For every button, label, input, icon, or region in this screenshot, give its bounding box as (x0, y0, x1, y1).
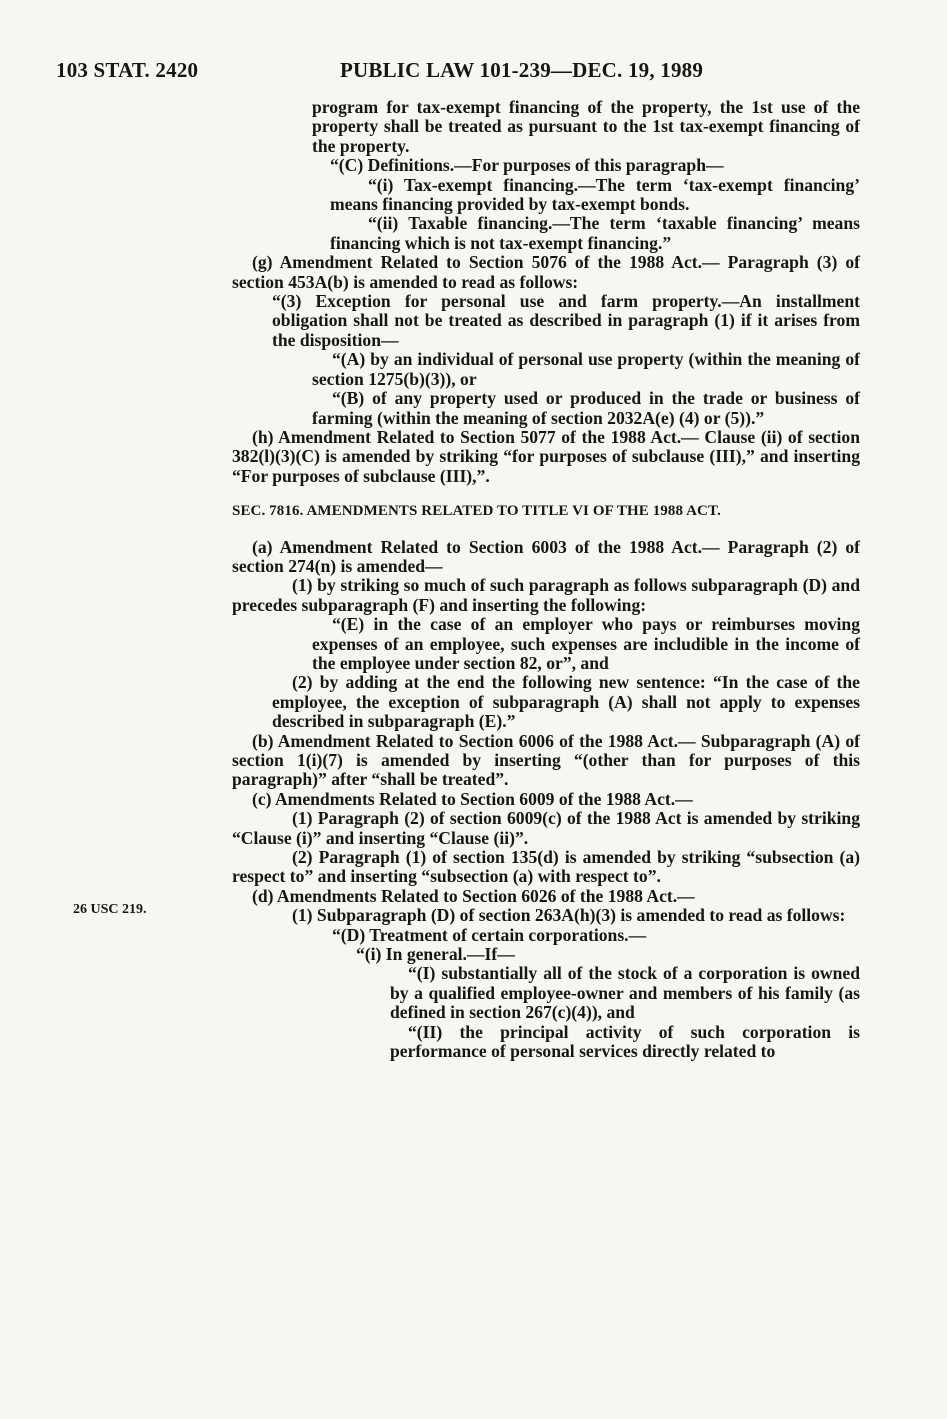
paragraph: “(i) In general.—If— (356, 944, 515, 965)
paragraph: “(A) by an individual of personal use property (within the meaning of section 1275(b)(3)), or (312, 349, 860, 389)
margin-citation: 26 USC 219. (73, 902, 147, 917)
paragraph: “(II) the principal activity of such corporation is performance of personal services directly related to (390, 1021, 860, 1062)
paragraph: (h) Amendment Related to Section 5077 of the 1988 Act.— Clause (ii) of section 382(l)(3)(C) is amended by striking “for purposes of subclause (III),” and inserting “For purposes of subclause (III),”. (232, 426, 860, 486)
paragraph: (c) Amendments Related to Section 6009 of the 1988 Act.— (252, 788, 693, 809)
paragraph: (g) Amendment Related to Section 5076 of the 1988 Act.— Paragraph (3) of section 453A(b) is amended to read as follows: (232, 252, 860, 292)
paragraph: “(B) of any property used or produced in the trade or business of farming (within the meaning of section 2032A(e) (4) or (5)).” (312, 388, 860, 428)
body-text (232, 98, 860, 1062)
paragraph: “(E) in the case of an employer who pays or reimburses moving expenses of an employee, such expenses are includible in the income of the employee under section 82, or”, and (312, 614, 860, 673)
paragraph: “(D) Treatment of certain corporations.— (332, 924, 647, 945)
paragraph: “(3) Exception for personal use and farm property.—An installment obligation shall not be treated as described in paragraph (1) if it arises from the disposition— (272, 291, 860, 350)
paragraph: (2) Paragraph (1) of section 135(d) is amended by striking “subsection (a) respect to” and inserting “subsection (a) with respect to”. (232, 847, 860, 887)
paragraph: (a) Amendment Related to Section 6003 of the 1988 Act.— Paragraph (2) of section 274(n) is amended— (232, 536, 860, 576)
law-title: PUBLIC LAW 101-239—DEC. 19, 1989 (340, 58, 704, 82)
paragraph: program for tax-exempt financing of the property, the 1st use of the property shall be treated as pursuant to the 1st tax-exempt financing of the property. (312, 97, 860, 156)
paragraph: (d) Amendments Related to Section 6026 of the 1988 Act.— (252, 885, 695, 906)
paragraph: (b) Amendment Related to Section 6006 of the 1988 Act.— Subparagraph (A) of section 1(i)(7) is amended by inserting “(other than for purposes of this paragraph)” after “shall be treated”. (232, 730, 860, 790)
paragraph: (1) by striking so much of such paragraph as follows subparagraph (D) and precedes subparagraph (F) and inserting the following: (232, 575, 860, 615)
paragraph: “(i) Tax-exempt financing.—The term ‘tax-exempt financing’ means financing provided by tax-exempt bonds. (330, 174, 860, 215)
paragraph: (1) Subparagraph (D) of section 263A(h)(3) is amended to read as follows: (292, 905, 846, 926)
paragraph: (1) Paragraph (2) of section 6009(c) of the 1988 Act is amended by striking “Clause (i)” and inserting “Clause (ii)”. (232, 808, 860, 848)
section-heading: SEC. 7816. AMENDMENTS RELATED TO TITLE VI OF THE 1988 ACT. (232, 503, 721, 520)
paragraph: “(C) Definitions.—For purposes of this paragraph— (330, 155, 724, 176)
paragraph: (2) by adding at the end the following new sentence: “In the case of the employee, the exception of subparagraph (A) shall not apply to expenses described in subparagraph (E).” (272, 672, 860, 732)
paragraph: “(I) substantially all of the stock of a corporation is owned by a qualified employee-owner and members of his family (as defined in section 267(c)(4)), and (390, 963, 860, 1023)
page-number: 103 STAT. 2420 (56, 58, 199, 82)
paragraph: “(ii) Taxable financing.—The term ‘taxable financing’ means financing which is not tax-exempt financing.” (330, 213, 860, 253)
